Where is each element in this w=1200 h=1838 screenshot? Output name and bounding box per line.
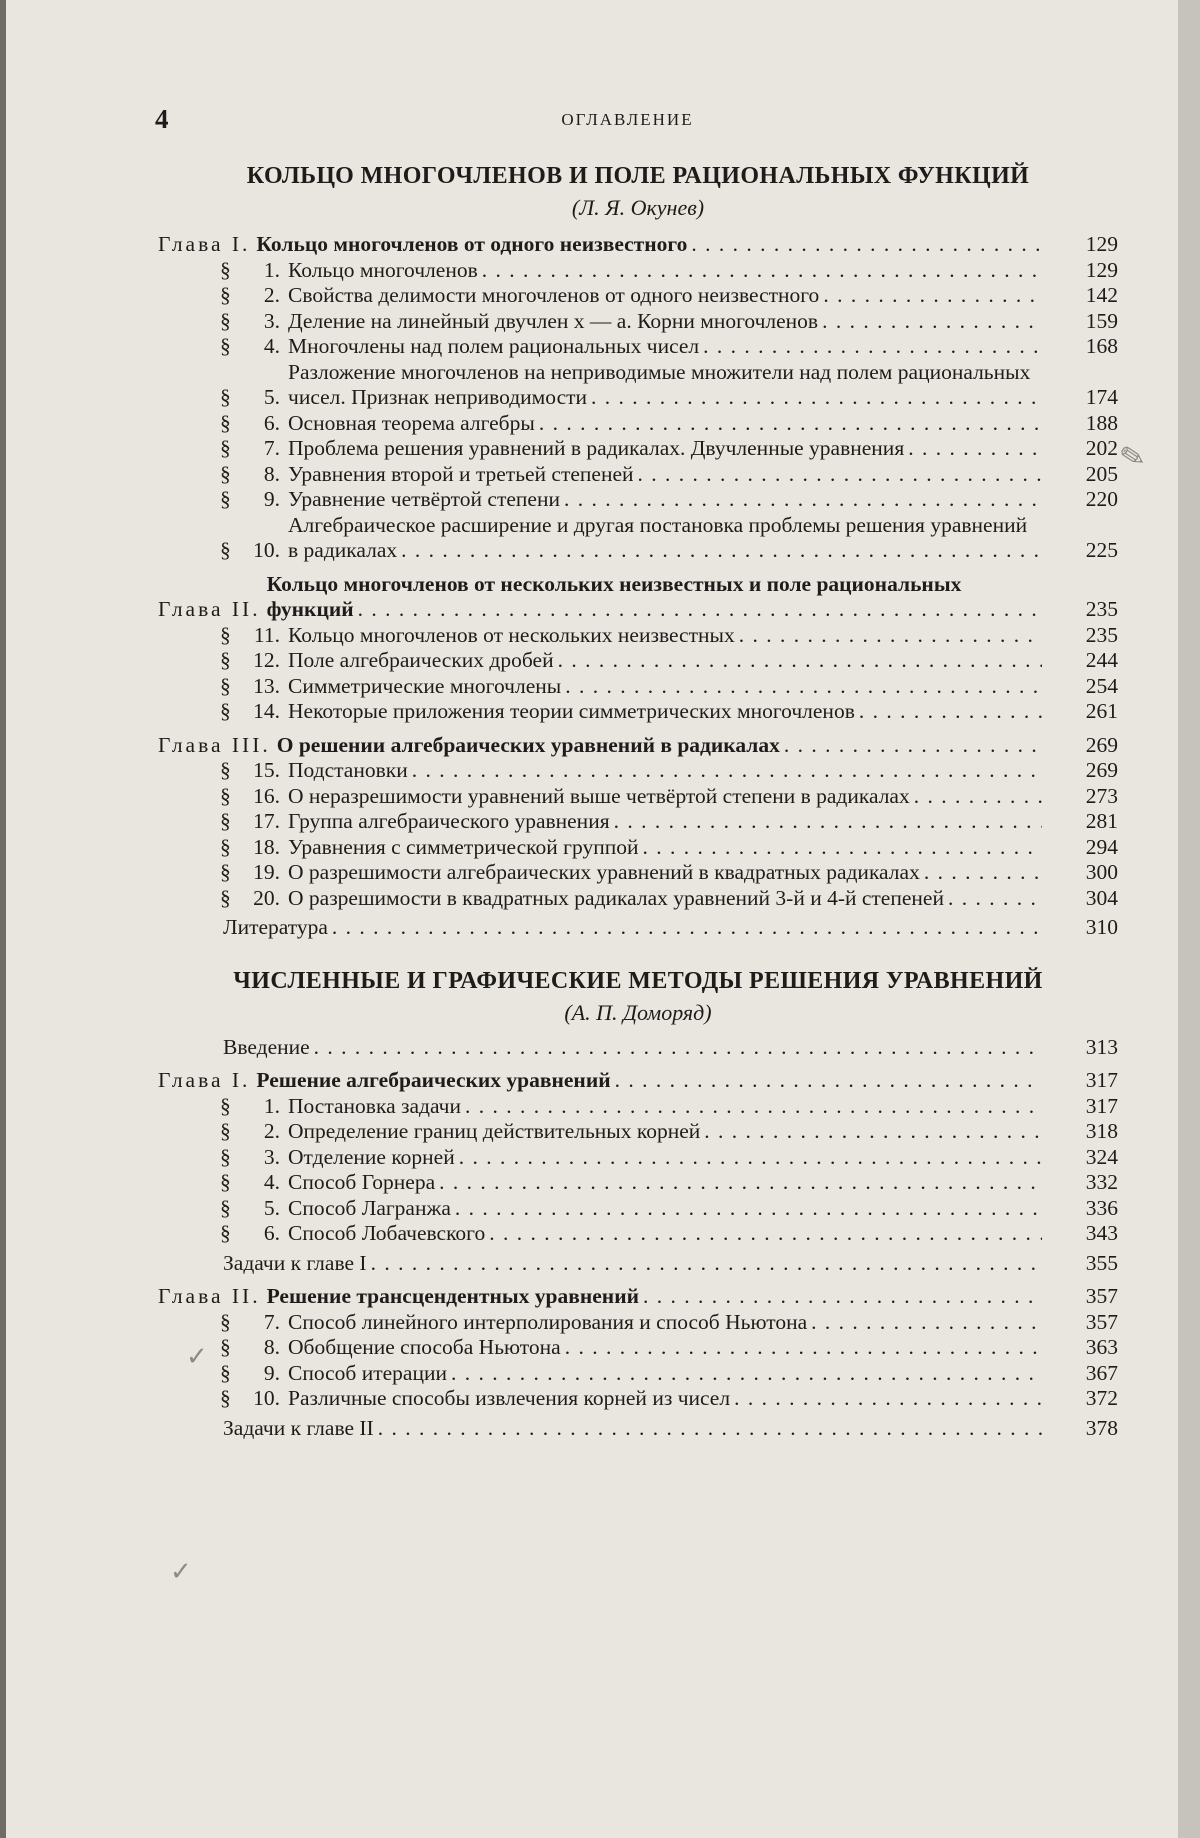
toc-paragraph	[158, 513, 1118, 564]
paragraph-number: 13.	[253, 673, 280, 698]
paragraph-title: Некоторые приложения теории симметрических многочленов	[288, 699, 855, 723]
paragraph-sign: §	[220, 487, 231, 511]
paragraph-sign: §	[220, 1386, 231, 1410]
paragraph-number: 10.	[253, 538, 280, 562]
paragraph-number: 7.	[263, 1309, 280, 1334]
page-ref: 355	[1085, 1250, 1118, 1275]
check-mark-icon: ✓	[170, 1557, 192, 1587]
paragraph-title: Группа алгебраического уравнения	[288, 809, 610, 833]
running-title: ОГЛАВЛЕНИЕ	[561, 110, 694, 129]
toc-intro	[158, 1035, 1118, 1061]
paragraph-title: Способ Лагранжа	[288, 1195, 451, 1220]
chapter-title: Кольцо многочленов от нескольких неизвестных и поле рациональных функций	[266, 571, 962, 621]
paragraph-number: 6.	[263, 410, 280, 435]
toc-paragraph	[158, 411, 1118, 437]
page-ref: 269	[1085, 758, 1118, 782]
page-ref: 318	[1085, 1119, 1118, 1143]
toc-paragraph	[158, 809, 1118, 835]
paragraph-sign: §	[220, 622, 231, 647]
paragraph-sign: §	[220, 1144, 231, 1169]
page-ref: 168	[1085, 334, 1118, 358]
chapter-title: Кольцо многочленов от одного неизвестного	[256, 232, 688, 256]
paragraph-number: 19.	[253, 860, 280, 884]
tasks-label: Задачи к главе I	[223, 1250, 367, 1275]
page-ref: 300	[1085, 860, 1118, 884]
paragraph-title: О разрешимости алгебраических уравнений в квадратных радикалах	[288, 860, 920, 884]
paragraph-title: Алгебраическое расширение и другая постановка проблемы решения уравнений в радикалах	[288, 512, 1028, 562]
page-ref: 269	[1085, 732, 1118, 757]
paragraph-number: 2.	[263, 1119, 280, 1143]
paragraph-number: 1.	[263, 257, 280, 282]
paragraph-number: 8.	[263, 461, 280, 486]
paragraph-title: О неразрешимости уравнений выше четвёртой степени в радикалах	[288, 783, 910, 808]
page-ref: 220	[1085, 487, 1118, 511]
page-ref: 324	[1085, 1144, 1118, 1169]
paragraph-number: 2.	[263, 283, 280, 307]
paragraph-title: Обобщение способа Ньютона	[288, 1335, 561, 1359]
page-ref: 159	[1085, 308, 1118, 333]
toc-paragraph	[158, 1196, 1118, 1222]
paragraph-sign: §	[220, 538, 231, 562]
paragraph-sign: §	[220, 1195, 231, 1220]
page-ref: 357	[1085, 1284, 1118, 1308]
check-mark-icon: ✓	[186, 1342, 208, 1372]
page-ref: 281	[1085, 809, 1118, 833]
page-ref: 313	[1085, 1034, 1118, 1059]
paragraph-title: Многочлены над полем рациональных чисел	[288, 334, 700, 358]
paragraph-title: Отделение корней	[288, 1144, 455, 1169]
page-ref: 367	[1085, 1360, 1118, 1385]
toc-tasks	[158, 1251, 1118, 1277]
chapter-title: Решение трансцендентных уравнений	[266, 1284, 639, 1308]
page-ref: 378	[1085, 1415, 1118, 1440]
paragraph-sign: §	[220, 308, 231, 333]
paragraph-number: 3.	[263, 308, 280, 333]
page-ref: 317	[1085, 1093, 1118, 1118]
page-ref: 332	[1085, 1170, 1118, 1194]
toc-paragraph	[158, 360, 1118, 411]
toc-paragraph	[158, 436, 1118, 462]
paragraph-sign: §	[220, 1221, 231, 1245]
chapter-label: Глава II.	[158, 1284, 261, 1308]
paragraph-number: 12.	[253, 648, 280, 672]
paragraph-number: 9.	[263, 487, 280, 511]
paragraph-title: Способ Горнера	[288, 1170, 436, 1194]
paragraph-number: 3.	[263, 1144, 280, 1169]
toc-paragraph	[158, 1361, 1118, 1387]
paragraph-number: 14.	[253, 699, 280, 723]
chapter-label: Глава I.	[158, 232, 251, 256]
section-title: КОЛЬЦО МНОГОЧЛЕНОВ И ПОЛЕ РАЦИОНАЛЬНЫХ ФУНКЦИЙ	[246, 163, 1030, 189]
toc-chapter	[158, 1284, 1118, 1310]
paragraph-sign: §	[220, 860, 231, 884]
page-ref: 244	[1085, 648, 1118, 672]
toc-paragraph	[158, 1310, 1118, 1336]
paragraph-title: Способ линейного интерполирования и способ Ньютона	[288, 1309, 808, 1334]
toc-literature	[158, 915, 1118, 941]
page-ref: 343	[1085, 1221, 1118, 1245]
intro-label: Введение	[223, 1034, 310, 1059]
paragraph-number: 5.	[263, 385, 280, 409]
section-title: ЧИСЛЕННЫЕ И ГРАФИЧЕСКИЕ МЕТОДЫ РЕШЕНИЯ УРАВНЕНИЙ	[233, 967, 1043, 994]
page-ref: 317	[1085, 1068, 1118, 1092]
toc-paragraph	[158, 1386, 1118, 1412]
paragraph-number: 18.	[253, 834, 280, 859]
paragraph-sign: §	[220, 1170, 231, 1194]
paragraph-title: Деление на линейный двучлен x — a. Корни многочленов	[288, 308, 819, 333]
section-author: (Л. Я. Окунев)	[571, 195, 705, 220]
page-ref: 202	[1085, 436, 1118, 460]
toc-chapter	[158, 232, 1118, 258]
toc-paragraph	[158, 835, 1118, 861]
page-header	[155, 104, 1100, 134]
page-ref: 357	[1085, 1309, 1118, 1334]
paragraph-number: 6.	[263, 1221, 280, 1245]
page-ref: 235	[1085, 622, 1118, 647]
page-ref: 310	[1085, 915, 1118, 939]
chapter-title: Решение алгебраических уравнений	[256, 1068, 611, 1092]
paragraph-number: 4.	[263, 334, 280, 358]
page-ref: 205	[1085, 461, 1118, 486]
toc-paragraph	[158, 283, 1118, 309]
chapter-label: Глава I.	[158, 1068, 251, 1092]
toc-paragraph	[158, 462, 1118, 488]
toc-paragraph	[158, 487, 1118, 513]
paragraph-sign: §	[220, 410, 231, 435]
paragraph-sign: §	[220, 436, 231, 460]
toc-paragraph	[158, 623, 1118, 649]
paragraph-sign: §	[220, 1335, 231, 1359]
page-ref: 372	[1085, 1386, 1118, 1410]
paragraph-title: Свойства делимости многочленов от одного неизвестного	[288, 283, 820, 307]
paragraph-sign: §	[220, 673, 231, 698]
paragraph-sign: §	[220, 257, 231, 282]
paragraph-number: 5.	[263, 1195, 280, 1220]
toc-paragraph	[158, 1094, 1118, 1120]
page-ref: 336	[1085, 1195, 1118, 1220]
page-ref: 304	[1085, 885, 1118, 910]
paragraph-number: 9.	[263, 1360, 280, 1385]
paragraph-number: 20.	[253, 885, 280, 910]
paragraph-sign: §	[220, 1119, 231, 1143]
toc-tasks	[158, 1416, 1118, 1442]
paragraph-sign: §	[220, 1360, 231, 1385]
paragraph-number: 11.	[253, 622, 280, 647]
table-of-contents	[158, 160, 1118, 1441]
toc-paragraph	[158, 886, 1118, 912]
toc-paragraph	[158, 309, 1118, 335]
paragraph-title: О разрешимости в квадратных радикалах уравнений 3-й и 4-й степеней	[288, 885, 944, 910]
paragraph-number: 10.	[253, 1386, 280, 1410]
paragraph-title: Способ итерации	[288, 1360, 447, 1385]
pencil-mark-icon: ✎	[1116, 437, 1149, 478]
paragraph-title: Проблема решения уравнений в радикалах. Двучленные уравнения	[288, 436, 905, 460]
paragraph-sign: §	[220, 1309, 231, 1334]
tasks-label: Задачи к главе II	[223, 1415, 374, 1440]
paragraph-title: Подстановки	[288, 758, 408, 782]
paragraph-title: Кольцо многочленов	[288, 257, 478, 282]
literature-label: Литература	[223, 915, 328, 939]
page-ref: 188	[1085, 410, 1118, 435]
paragraph-title: Постановка задачи	[288, 1093, 461, 1118]
paragraph-sign: §	[220, 648, 231, 672]
page-ref: 363	[1085, 1335, 1118, 1359]
paragraph-title: Способ Лобачевского	[288, 1221, 486, 1245]
paragraph-number: 4.	[263, 1170, 280, 1194]
paragraph-number: 17.	[253, 809, 280, 833]
page-ref: 225	[1085, 538, 1118, 562]
paragraph-sign: §	[220, 809, 231, 833]
toc-chapter	[158, 1068, 1118, 1094]
chapter-title: О решении алгебраических уравнений в радикалах	[276, 732, 780, 757]
toc-paragraph	[158, 1335, 1118, 1361]
toc-paragraph	[158, 1119, 1118, 1145]
toc-paragraph	[158, 860, 1118, 886]
paragraph-title: Разложение многочленов на неприводимые множители над полем рациональных чисел. Признак неприводимости	[288, 359, 1031, 409]
paragraph-number: 1.	[263, 1093, 280, 1118]
page-ref: 129	[1085, 257, 1118, 282]
chapter-label: Глава II.	[158, 597, 261, 621]
paragraph-sign: §	[220, 758, 231, 782]
toc-paragraph	[158, 1170, 1118, 1196]
toc-paragraph	[158, 258, 1118, 284]
page-ref: 235	[1085, 597, 1118, 621]
page-ref: 294	[1085, 834, 1118, 859]
paragraph-title: Различные способы извлечения корней из чисел	[288, 1386, 731, 1410]
paragraph-sign: §	[220, 461, 231, 486]
section-author: (А. П. Доморяд)	[564, 999, 712, 1025]
page-number: 4	[155, 104, 169, 134]
paragraph-title: Симметрические многочлены	[288, 673, 562, 698]
toc-paragraph	[158, 674, 1118, 700]
paragraph-sign: §	[220, 283, 231, 307]
paragraph-sign: §	[220, 385, 231, 409]
paragraph-number: 16.	[253, 783, 280, 808]
toc-paragraph	[158, 1145, 1118, 1171]
paragraph-sign: §	[220, 1093, 231, 1118]
page-ref: 254	[1085, 673, 1118, 698]
toc-chapter	[158, 733, 1118, 759]
paragraph-title: Уравнения с симметрической группой	[288, 834, 639, 859]
chapter-label: Глава III.	[158, 732, 271, 757]
toc-paragraph	[158, 699, 1118, 725]
page-ref: 273	[1085, 783, 1118, 808]
toc-paragraph	[158, 784, 1118, 810]
paragraph-number: 15.	[253, 758, 280, 782]
page-ref: 261	[1085, 699, 1118, 723]
paragraph-title: Поле алгебраических дробей	[288, 648, 554, 672]
toc-paragraph	[158, 648, 1118, 674]
toc-paragraph	[158, 758, 1118, 784]
paragraph-sign: §	[220, 699, 231, 723]
paragraph-number: 8.	[263, 1335, 280, 1359]
page-ref: 174	[1085, 385, 1118, 409]
toc-paragraph	[158, 334, 1118, 360]
paragraph-sign: §	[220, 834, 231, 859]
paragraph-sign: §	[220, 783, 231, 808]
page-ref: 142	[1085, 283, 1118, 307]
page-ref: 129	[1085, 232, 1118, 256]
paragraph-title: Уравнение четвёртой степени	[288, 487, 560, 511]
paragraph-number: 7.	[263, 436, 280, 460]
toc-paragraph	[158, 1221, 1118, 1247]
toc-chapter	[158, 572, 1118, 623]
paragraph-title: Кольцо многочленов от нескольких неизвестных	[288, 622, 735, 647]
paragraph-title: Основная теорема алгебры	[288, 410, 535, 435]
paragraph-sign: §	[220, 334, 231, 358]
paragraph-title: Уравнения второй и третьей степеней	[288, 461, 634, 486]
paragraph-title: Определение границ действительных корней	[288, 1119, 701, 1143]
paragraph-sign: §	[220, 885, 231, 910]
